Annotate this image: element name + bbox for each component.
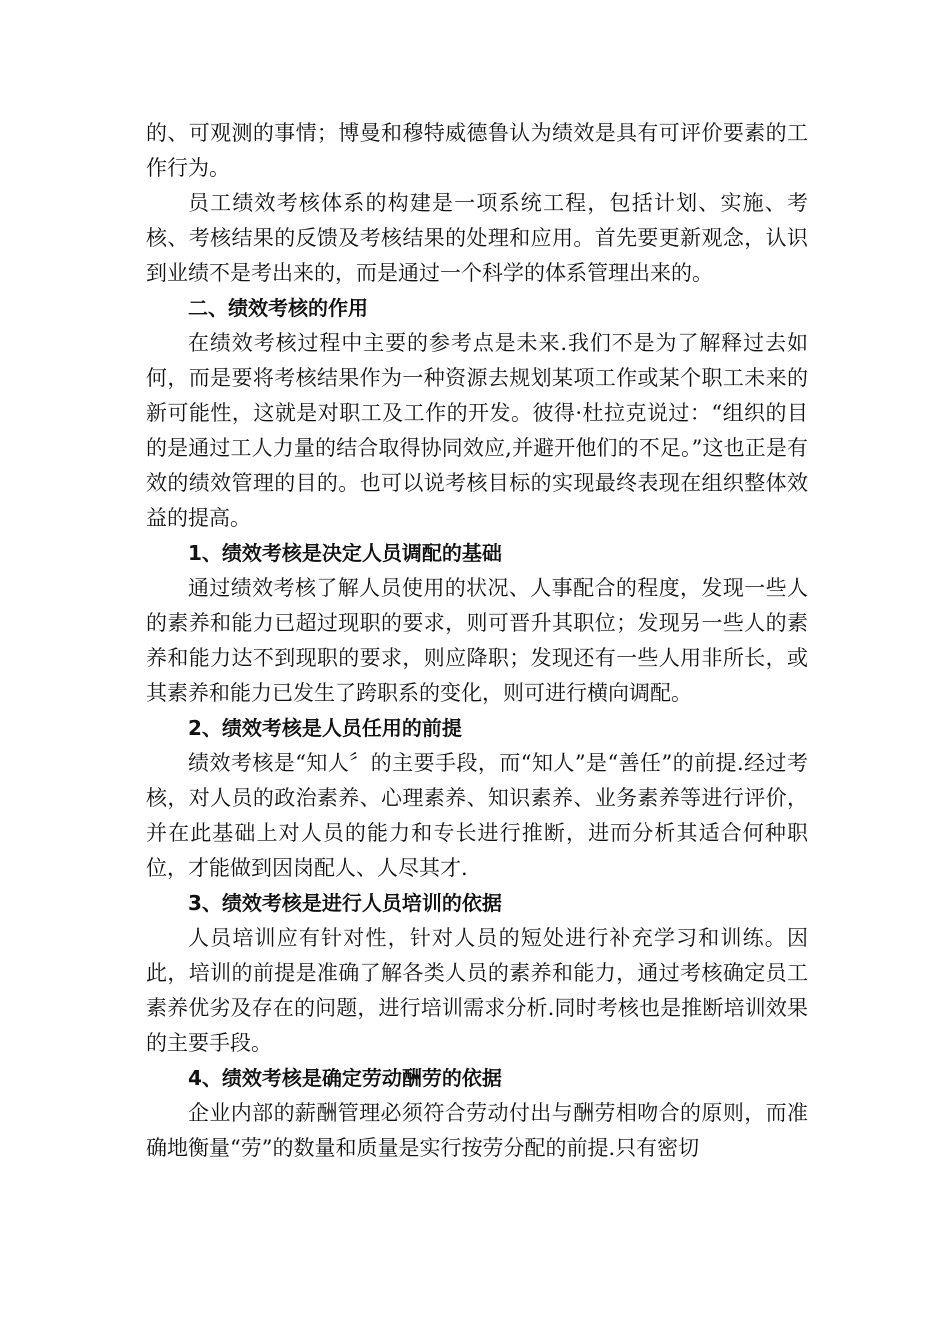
body-paragraph: 在绩效考核过程中主要的参考点是未来.我们不是为了解释过去如何，而是要将考核结果作为一种资源去规划某项工作或某个职工未来的新可能性，这就是对职工及工作的开发。彼得·杜拉克说过：“组织的目的是通过工人力量的结合取得协同效应,并避开他们的不足。”这也正是有效的绩效管理的目的。也可以说考核目标的实现最终表现在组织整体效益的提高。 (146, 331, 808, 530)
body-paragraph: 员工绩效考核体系的构建是一项系统工程，包括计划、实施、考核、考核结果的反馈及考核结果的处理和应用。首先要更新观念，认识到业绩不是考出来的，而是通过一个科学的体系管理出来的。 (146, 191, 808, 285)
subsection-heading: 2、绩效考核是人员任用的前提 (188, 716, 462, 740)
section-heading: 二、绩效考核的作用 (188, 296, 368, 320)
body-paragraph: 企业内部的薪酬管理必须符合劳动付出与酬劳相吻合的原则，而准确地衡量“劳”的数量和质量是实行按劳分配的前提.只有密切 (146, 1101, 808, 1160)
body-paragraph: 绩效考核是“知人〞的主要手段，而“知人”是“善任”的前提.经过考核，对人员的政治素养、心理素养、知识素养、业务素养等进行评价，并在此基础上对人员的能力和专长进行推断，进而分析其适合何种职位，才能做到因岗配人、人尽其才. (146, 751, 808, 880)
subsection-heading: 4、绩效考核是确定劳动酬劳的依据 (188, 1066, 502, 1090)
body-paragraph: 人员培训应有针对性，针对人员的短处进行补充学习和训练。因此，培训的前提是准确了解各类人员的素养和能力，通过考核确定员工素养优劣及存在的问题，进行培训需求分析.同时考核也是推断培训效果的主要手段。 (146, 926, 808, 1055)
subsection-heading: 1、绩效考核是决定人员调配的基础 (188, 541, 502, 565)
subsection-heading: 3、绩效考核是进行人员培训的依据 (188, 891, 502, 915)
body-paragraph: 的、可观测的事情；博曼和穆特威德鲁认为绩效是具有可评价要素的工作行为。 (146, 121, 808, 180)
document-body (146, 116, 808, 1166)
body-paragraph: 通过绩效考核了解人员使用的状况、人事配合的程度，发现一些人的素养和能力已超过现职的要求，则可晋升其职位；发现另一些人的素养和能力达不到现职的要求，则应降职；发现还有一些人用非所长，或其素养和能力已发生了跨职系的变化，则可进行横向调配。 (146, 576, 808, 705)
